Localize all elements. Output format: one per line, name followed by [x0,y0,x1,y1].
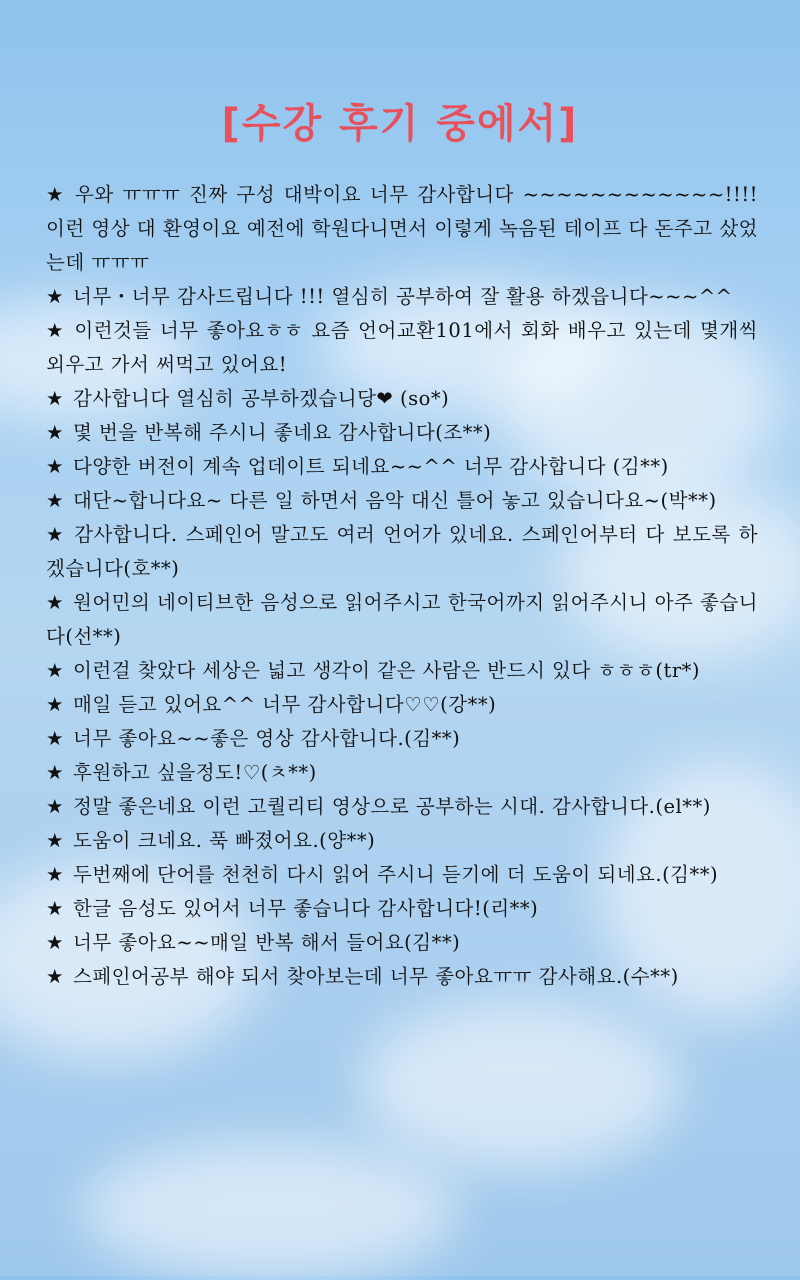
review-text: 이런것들 너무 좋아요ㅎㅎ 요즘 언어교환101에서 회화 배우고 있는데 몇개씩 외우고 가서 써먹고 있어요! [46,319,759,376]
review-text: 우와 ㅠㅠㅠ 진짜 구성 대박이요 너무 감사합니다 ~~~~~~~~~~~~!!!! 이런 영상 대 환영이요 예전에 학원다니면서 이렇게 녹음된 테이프 다 돈주고 샀었는데 ㅠㅠㅠ [46,183,758,274]
review-item [46,858,758,892]
review-item [46,178,758,280]
review-item [46,824,758,858]
star-icon: ★ [46,523,66,546]
review-item [46,654,758,688]
review-item [46,892,758,926]
star-icon: ★ [46,761,64,784]
star-icon: ★ [46,829,64,852]
review-text: 매일 듣고 있어요^^ 너무 감사합니다♡♡(강**) [72,693,497,716]
sky-cloud [80,1140,460,1280]
review-item [46,416,758,450]
review-item [46,314,758,382]
review-item [46,382,758,416]
review-text: 몇 번을 반복해 주시니 좋네요 감사합니다(조**) [72,421,492,444]
review-text: 원어민의 네이티브한 음성으로 읽어주시고 한국어까지 읽어주시니 아주 좋습니다(선**) [46,591,758,648]
review-text: 너무 좋아요~~좋은 영상 감사합니다.(김**) [72,727,461,750]
review-text: 너무・너무 감사드립니다 !!! 열심히 공부하여 잘 활용 하겠읍니다~~~^^ [72,285,733,308]
review-text: 너무 좋아요~~매일 반복 해서 들어요(김**) [72,931,461,954]
star-icon: ★ [46,319,66,342]
star-icon: ★ [46,285,64,308]
review-item [46,586,758,654]
star-icon: ★ [46,897,64,920]
review-text: 이런걸 찾았다 세상은 넓고 생각이 같은 사람은 반드시 있다 ㅎㅎㅎ(tr*) [72,659,700,682]
review-item [46,450,758,484]
review-list [46,178,758,994]
star-icon: ★ [46,795,64,818]
star-icon: ★ [46,455,64,478]
star-icon: ★ [46,659,64,682]
review-item [46,926,758,960]
star-icon: ★ [46,931,64,954]
page-title: [수강 후기 중에서] [221,101,579,147]
review-text: 한글 음성도 있어서 너무 좋습니다 감사합니다!(리**) [72,897,539,920]
star-icon: ★ [46,183,66,206]
review-item [46,790,758,824]
star-icon: ★ [46,421,64,444]
review-text: 후원하고 싶을정도!♡(ㅊ**) [72,761,317,784]
review-item [46,960,758,994]
review-text: 정말 좋은네요 이런 고퀄리티 영상으로 공부하는 시대. 감사합니다.(el**) [72,795,711,818]
review-text: 다양한 버전이 계속 업데이트 되네요~~^^ 너무 감사합니다 (김**) [72,455,669,478]
review-item [46,280,758,314]
review-text: 감사합니다 열심히 공부하겠습니당❤ (so*) [72,387,450,410]
review-text: 두번째에 단어를 천천히 다시 읽어 주시니 듣기에 더 도움이 되네요.(김**) [72,863,719,886]
review-text: 도움이 크네요. 푹 빠졌어요.(양**) [72,829,376,852]
review-text: 스페인어공부 해야 되서 찾아보는데 너무 좋아요ㅠㅠ 감사해요.(수**) [72,965,679,988]
review-item [46,518,758,586]
star-icon: ★ [46,489,64,512]
star-icon: ★ [46,965,64,988]
review-item [46,688,758,722]
review-text: 감사합니다. 스페인어 말고도 여러 언어가 있네요. 스페인어부터 다 보도록 하겠습니다(호**) [46,523,758,580]
review-item [46,484,758,518]
review-item [46,722,758,756]
star-icon: ★ [46,727,64,750]
review-item [46,756,758,790]
star-icon: ★ [46,863,64,886]
star-icon: ★ [46,693,64,716]
sky-cloud [360,1000,680,1170]
review-text: 대단~합니다요~ 다른 일 하면서 음악 대신 틀어 놓고 있습니다요~(박**) [72,489,717,512]
star-icon: ★ [46,591,64,614]
star-icon: ★ [46,387,64,410]
